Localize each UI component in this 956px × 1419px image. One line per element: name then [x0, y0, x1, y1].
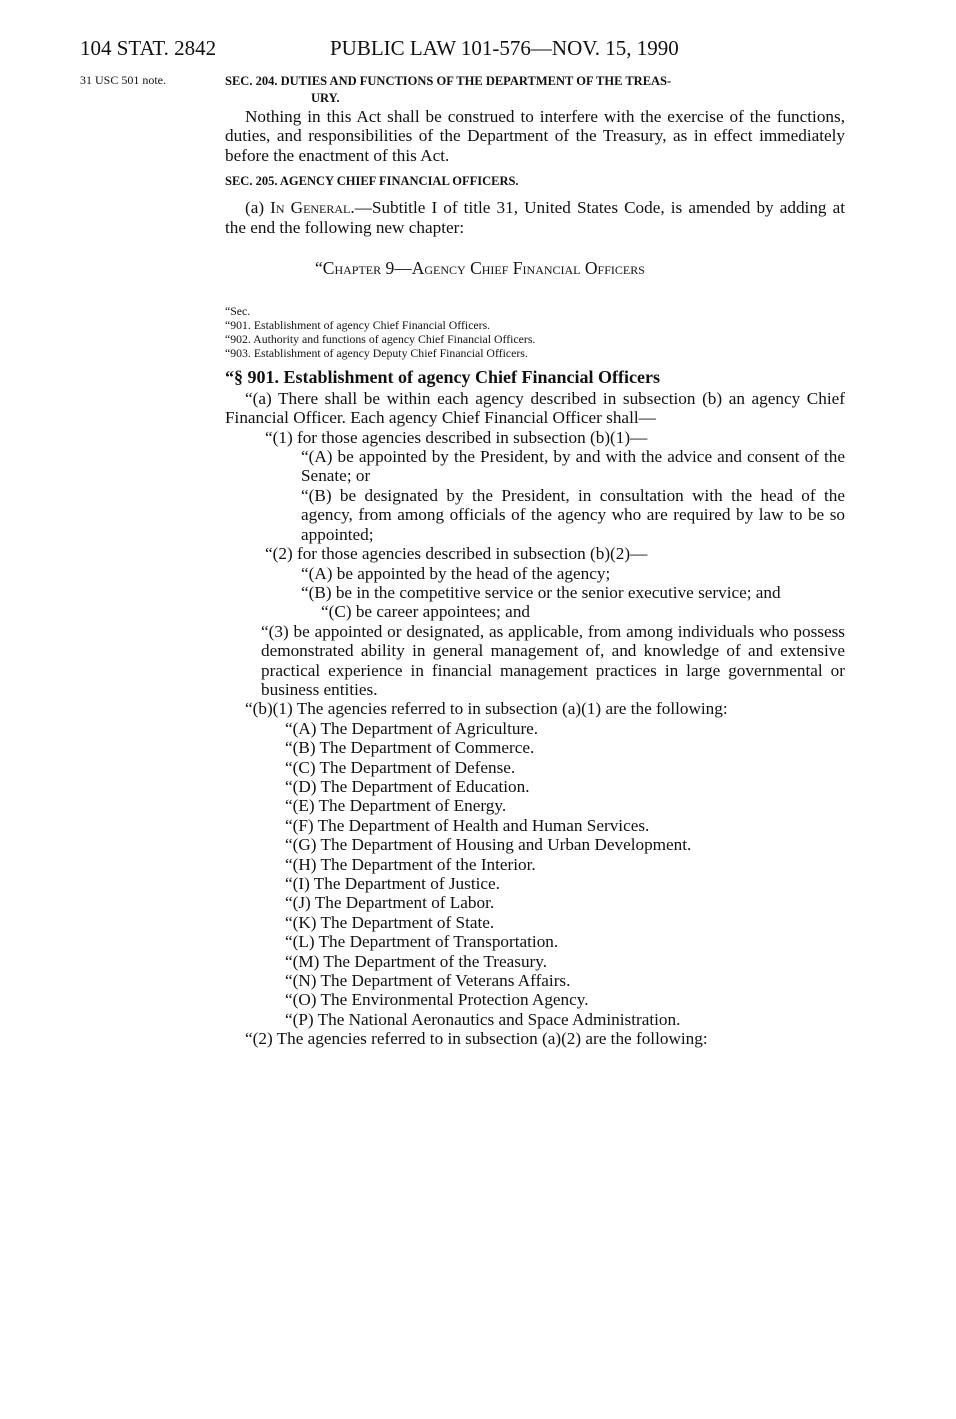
list-item: “(I) The Department of Justice. [285, 874, 500, 893]
list-item: “(A) The Department of Agriculture. [285, 718, 539, 738]
page-stat-number: 104 STAT. 2842 [80, 36, 217, 60]
list-item: “(H) The Department of the Interior. [285, 854, 536, 874]
list-item: “(K) The Department of State. [285, 912, 495, 932]
s901-para-1A [225, 447, 845, 486]
s901-para-3: “(3) be appointed or designated, as applicable, from among individuals who possess demonstrated ability in general management of, and knowledge of and extensive practical experience in financial management practices in large governmental or business entities. [261, 621, 845, 699]
list-item: “(F) The Department of Health and Human Services. [285, 815, 650, 835]
sec205-subsection-a [225, 198, 845, 237]
s901-para-1A-text: “(A) be appointed by the President, by and with the advice and consent of the Senate; or [301, 447, 845, 486]
document-body [225, 73, 845, 1049]
list-item: “(N) The Department of Veterans Affairs. [285, 971, 571, 991]
s901-para-2B: “(B) be in the competitive service or the senior executive service; and [301, 582, 781, 602]
list-item: “(E) The Department of Energy. [285, 796, 507, 816]
sec205-a-heading: In General. [270, 198, 355, 218]
s901-b1-intro: “(b)(1) The agencies referred to in subsection (a)(1) are the following: [245, 699, 728, 719]
list-item: “(C) The Department of Defense. [285, 757, 516, 777]
list-item: “(G) The Department of Housing and Urban Development. [285, 835, 692, 855]
s901-para-1B: “(B) be designated by the President, in consultation with the head of the agency, from among officials of the agency who are required by law to be so appointed; [301, 485, 845, 544]
toc-sec-label: “Sec. [225, 304, 251, 319]
s901-para-2A: “(A) be appointed by the head of the agency; [301, 563, 611, 583]
sec204-heading [225, 73, 845, 107]
s901-a-intro: “(a) There shall be within each agency described in subsection (b) an agency Chief Financial Officer. Each agency Chief Financial Officer shall— [225, 388, 845, 428]
chapter-title: “Chapter 9—Agency Chief Financial Officers [315, 258, 645, 279]
chapter-toc [225, 304, 845, 360]
list-item: “(J) The Department of Labor. [285, 893, 495, 913]
margin-note: 31 USC 501 note. [80, 73, 167, 87]
sec205-heading: SEC. 205. AGENCY CHIEF FINANCIAL OFFICERS. [225, 174, 519, 189]
sec204-heading-line1: SEC. 204. DUTIES AND FUNCTIONS OF THE DEPARTMENT OF THE TREAS- [225, 74, 672, 88]
list-item: “(O) The Environmental Protection Agency. [285, 990, 589, 1010]
sec204-heading-line2: URY. [311, 91, 340, 105]
s901-para-2: “(2) for those agencies described in subsection (b)(2)— [265, 544, 648, 564]
running-header: PUBLIC LAW 101-576—NOV. 15, 1990 [330, 36, 679, 60]
toc-item: “902. Authority and functions of agency Chief Financial Officers. [225, 332, 536, 347]
sec205-a-text: —Subtitle I of title 31, United States Code, is amended by adding at the end the following new chapter: [225, 198, 846, 237]
list-item: “(L) The Department of Transportation. [285, 932, 559, 952]
s901-para-2C: “(C) be career appointees; and [321, 602, 531, 622]
s901-para-1: “(1) for those agencies described in subsection (b)(1)— [265, 427, 648, 447]
sec204-text: Nothing in this Act shall be construed to interfere with the exercise of the functions, duties, and responsibilities of the Department of the Treasury, as in effect immediately before the enactment of this Act. [225, 107, 845, 165]
list-item: “(M) The Department of the Treasury. [285, 951, 548, 971]
list-item: “(B) The Department of Commerce. [285, 738, 535, 758]
list-item: “(P) The National Aeronautics and Space Administration. [285, 1009, 681, 1029]
toc-item: “901. Establishment of agency Chief Financial Officers. [225, 318, 491, 333]
toc-item: “903. Establishment of agency Deputy Chief Financial Officers. [225, 346, 528, 361]
s901-b2-intro: “(2) The agencies referred to in subsection (a)(2) are the following: [245, 1029, 708, 1049]
list-item: “(D) The Department of Education. [285, 776, 530, 796]
agency-list [225, 719, 845, 1030]
section-901-title: “§ 901. Establishment of agency Chief Financial Officers [225, 367, 660, 388]
sec205-a-label: (a) [245, 198, 271, 218]
